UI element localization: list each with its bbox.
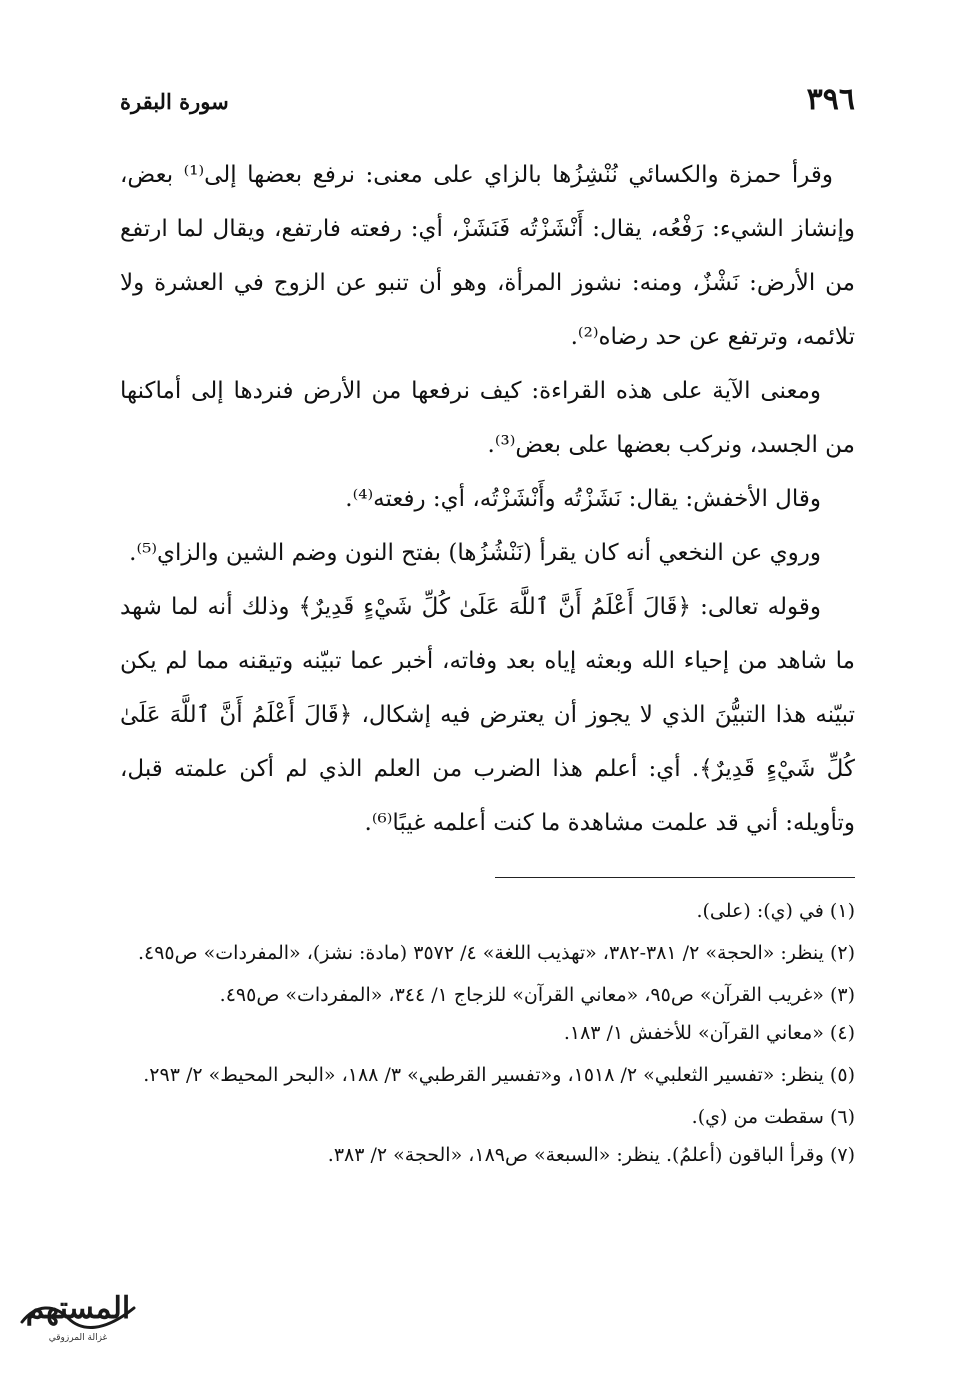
footnote-divider — [495, 877, 855, 878]
footnote: (٤) «معاني القرآن» للأخفش ١/ ١٨٣. — [563, 1022, 855, 1044]
paragraph: وقال الأخفش: يقال: نَشَزْتُه وأَنْشَزْتُه، أي: رفعته⁽⁴⁾. — [345, 486, 821, 512]
footnote: (١) في (ي): (على). — [696, 900, 855, 922]
paragraph: ومعنى الآية على هذه القراءة: كيف نرفعها من الأرض فنردها إلى أماكنها من الجسد، ونركب بعضها على بعض⁽³⁾. — [120, 378, 855, 458]
page-number: ٣٩٦ — [806, 82, 855, 117]
publisher-logo — [8, 1274, 148, 1354]
footnote: (٦) سقطت من (ي). — [691, 1106, 855, 1128]
logo-subtitle: غزالة المرزوقي — [48, 1333, 108, 1343]
footnote: (٢) ينظر: «الحجة» ٢/ ٣٨١-٣٨٢، «تهذيب اللغة» ٤/ ٣٥٧٢ (مادة: نشز)، «المفردات» ص٤٩٥. — [137, 942, 855, 964]
main-text — [120, 148, 855, 850]
page-header — [120, 82, 855, 117]
footnote: (٧) وقرأ الباقون (أعلمُ). ينظر: «السبعة» ص١٨٩، «الحجة» ٢/ ٣٨٣. — [327, 1144, 855, 1166]
paragraph: وقرأ حمزة والكسائي نُنْشِزُها بالزاي على معنى: نرفع بعضها إلى⁽¹⁾ بعض، وإنشاز الشيء: رَفْعُه، يقال: أَنْشَزْتُه فَنَشَزْ، أي: رفعته فارتفع، ويقال لما ارتفع من الأرض: نَشْزٌ، ومنه: نشوز المرأة، وهو أن تنبو عن الزوج في العشرة ولا تلائمه، وترتفع عن حد رضاه⁽²⁾. — [120, 162, 855, 350]
surah-name: سورة البقرة — [120, 89, 229, 114]
logo-text: المستهم — [25, 1291, 131, 1326]
paragraph: وروي عن النخعي أنه كان يقرأ (نَنْشُزُها) بفتح النون وضم الشين والزاي⁽⁵⁾. — [129, 540, 821, 566]
footnote: (٥) ينظر: «تفسير الثعلبي» ٢/ ١٥١٨، و«تفسير القرطبي» ٣/ ١٨٨، «البحر المحيط» ٢/ ٢٩٣. — [143, 1064, 855, 1086]
paragraph: وقوله تعالى: ﴿قَالَ أَعْلَمُ أَنَّ ٱللَّهَ عَلَىٰ كُلِّ شَيْءٍ قَدِيرٌ﴾ وذلك أنه لما شهد ما شاهد من إحياء الله وبعثه إياه بعد وفاته، أخبر عما تبيّنه وتيقنه مما لم يكن تبيّنه هذا التبيُّنَ الذي لا يجوز أن يعترض فيه إشكال، ﴿قَالَ أَعْلَمُ أَنَّ ٱللَّهَ عَلَىٰ كُلِّ شَيْءٍ قَدِيرٌ﴾. أي: أعلم هذا الضرب من العلم الذي لم أكن علمته قبل، وتأويله: أني قد علمت مشاهدة ما كنت أعلمه غيبًا⁽⁶⁾. — [120, 594, 855, 836]
footnotes — [120, 892, 855, 1174]
footnote: (٣) «غريب القرآن» ص٩٥، «معاني القرآن» للزجاج ١/ ٣٤٤، «المفردات» ص٤٩٥. — [219, 984, 855, 1006]
